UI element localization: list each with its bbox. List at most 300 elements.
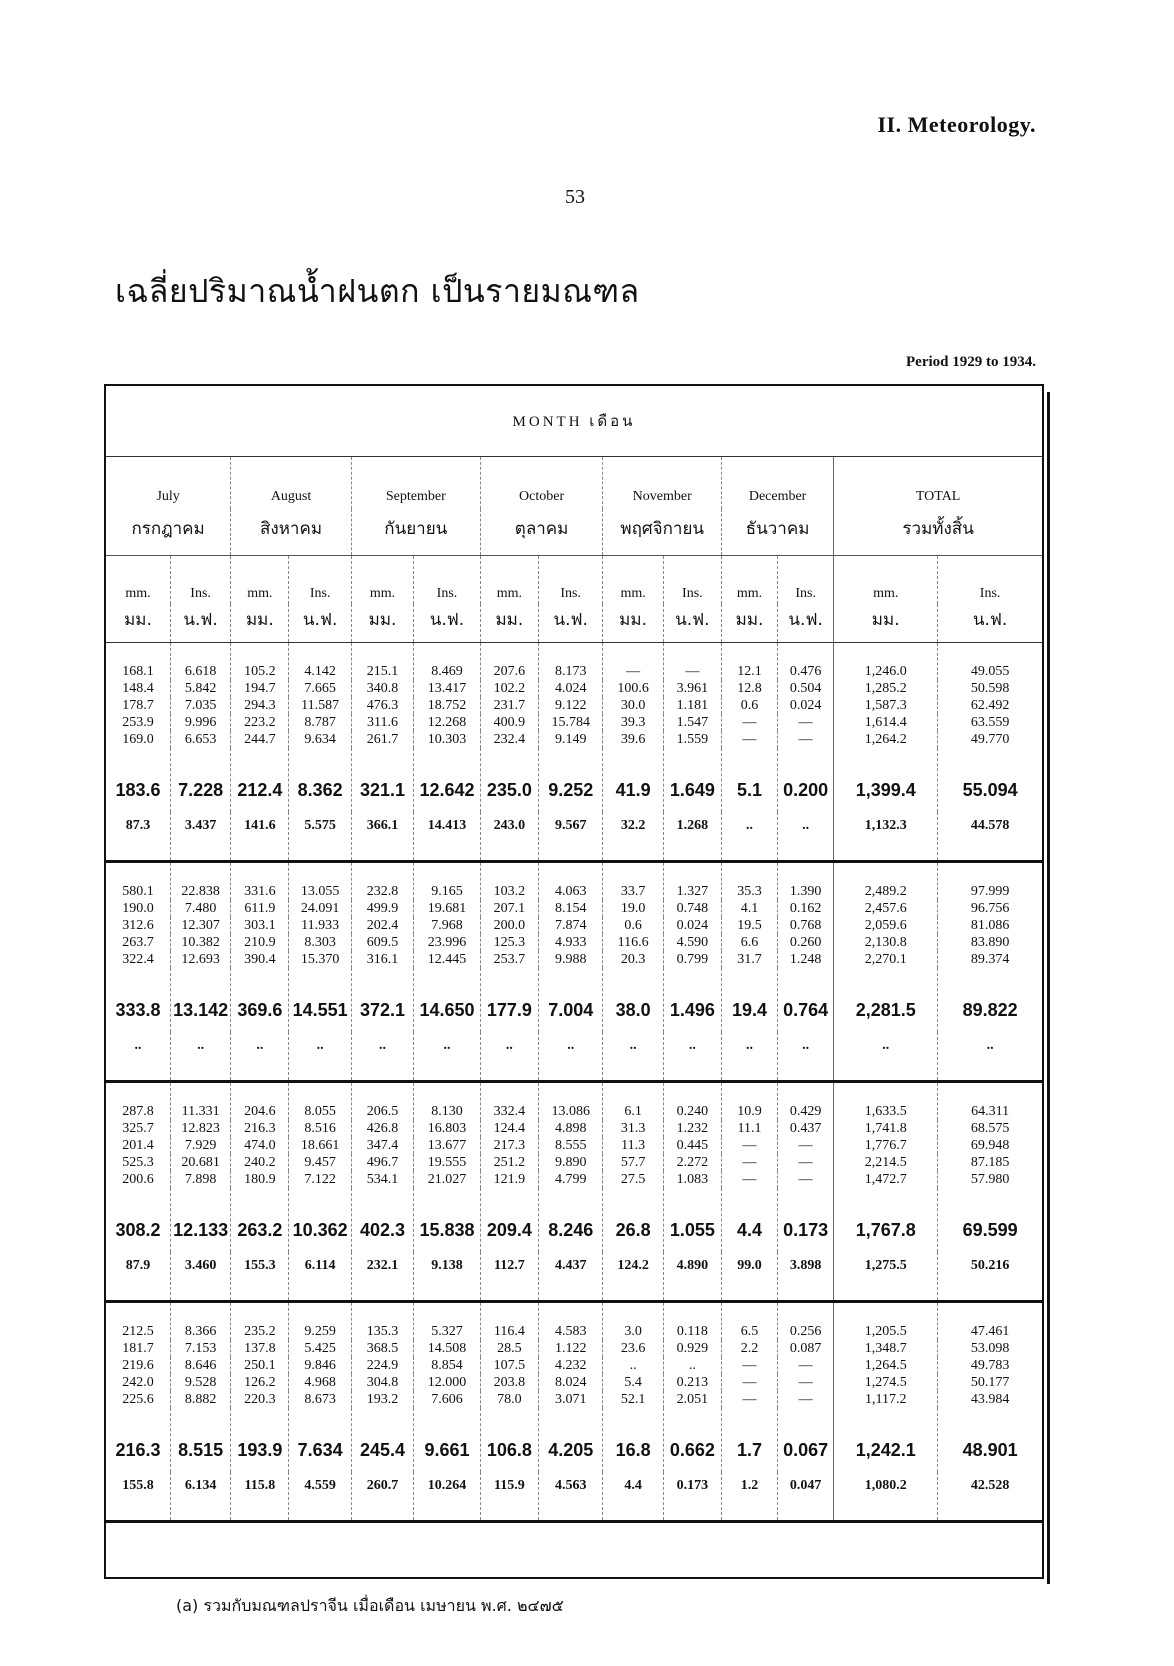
table-cell: 4.933 — [538, 934, 602, 951]
average-cell: 4.4 — [721, 1188, 777, 1252]
average-cell: 7.004 — [538, 968, 602, 1032]
table-cell: 325.7 — [122, 1121, 154, 1136]
comparison-cell: 4.890 — [663, 1252, 721, 1302]
month-name-th: กันยายน — [351, 509, 480, 556]
table-cell: 2,130.8 — [834, 934, 938, 951]
comparison-cell: 0.047 — [778, 1472, 834, 1522]
month-name-th: กรกฎาคม — [106, 509, 231, 556]
table-cell: 49.055 — [938, 643, 1042, 681]
unit-ins: Ins. — [289, 556, 351, 605]
table-cell: 1,117.2 — [834, 1391, 938, 1408]
table-cell: — — [778, 1171, 834, 1188]
table-cell: 5.4 — [603, 1374, 663, 1391]
month-name-en: TOTAL — [834, 457, 1042, 510]
table-cell: 19.5 — [721, 917, 777, 934]
comparison-cell: 4.563 — [538, 1472, 602, 1522]
unit-mm: mm. — [603, 556, 663, 605]
table-cell: 12.307 — [170, 917, 230, 934]
table-cell: 1.559 — [663, 731, 721, 748]
table-cell: 14.508 — [414, 1340, 481, 1357]
table-cell: 8.303 — [289, 934, 351, 951]
average-cell: 7.228 — [170, 748, 230, 812]
table-cell: 57.980 — [938, 1171, 1042, 1188]
comparison-cell: .. — [938, 1032, 1042, 1082]
average-cell: 10.362 — [289, 1188, 351, 1252]
table-cell: — — [603, 643, 663, 681]
rainfall-table — [106, 386, 1042, 1523]
table-cell: 8.854 — [414, 1357, 481, 1374]
comparison-cell: 44.578 — [938, 812, 1042, 862]
average-row — [106, 748, 1042, 812]
comparison-cell: .. — [289, 1032, 351, 1082]
table-cell: 0.445 — [663, 1137, 721, 1154]
table-cell: 0.429 — [778, 1082, 834, 1121]
table-cell: 368.5 — [351, 1340, 413, 1357]
average-cell: 8.515 — [170, 1408, 230, 1472]
table-cell: 476.3 — [351, 697, 413, 714]
average-cell: 38.0 — [603, 968, 663, 1032]
table-cell: 525.3 — [122, 1155, 154, 1170]
table-cell: 400.9 — [480, 714, 538, 731]
table-cell: 609.5 — [351, 934, 413, 951]
rainfall-table-frame — [104, 384, 1044, 1579]
table-cell: 8.673 — [289, 1391, 351, 1408]
comparison-cell: 115.9 — [480, 1472, 538, 1522]
table-cell: — — [721, 731, 777, 748]
average-cell: 0.662 — [663, 1408, 721, 1472]
table-cell: 2,457.6 — [834, 900, 938, 917]
table-cell: 224.9 — [351, 1357, 413, 1374]
table-cell: 8.055 — [289, 1082, 351, 1121]
table-cell: 39.3 — [603, 714, 663, 731]
section-heading: II. Meteorology. — [877, 112, 1036, 137]
table-cell: 1.232 — [663, 1120, 721, 1137]
table-cell: 204.6 — [231, 1082, 289, 1121]
table-cell: 9.165 — [414, 862, 481, 901]
table-cell: 135.3 — [351, 1302, 413, 1341]
table-cell: 2,059.6 — [834, 917, 938, 934]
unit-ins-th: น.ฟ. — [414, 604, 481, 643]
table-cell: 1,205.5 — [834, 1302, 938, 1341]
table-cell: 6.618 — [170, 643, 230, 681]
average-cell: 12.133 — [170, 1188, 230, 1252]
table-cell: 190.0 — [122, 901, 154, 916]
table-cell: 0.504 — [778, 680, 834, 697]
comparison-cell: .. — [778, 812, 834, 862]
table-cell: 0.240 — [663, 1082, 721, 1121]
table-cell: 18.752 — [414, 697, 481, 714]
comparison-cell: .. — [480, 1032, 538, 1082]
table-cell: 0.024 — [778, 697, 834, 714]
table-cell: 0.118 — [663, 1302, 721, 1341]
comparison-cell: 6.134 — [170, 1472, 230, 1522]
table-cell: 347.4 — [351, 1137, 413, 1154]
average-row — [106, 1188, 1042, 1252]
table-cell: 2.2 — [721, 1340, 777, 1357]
table-cell: 201.4 — [122, 1138, 154, 1153]
unit-mm-th: มม. — [231, 604, 289, 643]
footnote: (a) รวมกับมณฑลปราจีน เมื่อเดือน เมษายน พ.ศ. ๒๔๗๕ — [176, 1596, 564, 1615]
table-cell: 50.177 — [938, 1374, 1042, 1391]
comparison-cell: 3.460 — [170, 1252, 230, 1302]
table-cell: 250.1 — [231, 1357, 289, 1374]
table-cell: 33.7 — [603, 862, 663, 901]
table-cell: 2.051 — [663, 1391, 721, 1408]
table-cell: 19.555 — [414, 1154, 481, 1171]
table-cell: 4.799 — [538, 1171, 602, 1188]
table-cell: 64.311 — [938, 1082, 1042, 1121]
table-cell: 287.8 — [122, 1104, 154, 1119]
table-cell: 244.7 — [231, 731, 289, 748]
average-cell: 5.1 — [721, 748, 777, 812]
table-cell: 9.457 — [289, 1154, 351, 1171]
table-cell: 340.8 — [351, 680, 413, 697]
table-cell: — — [721, 714, 777, 731]
unit-mm: mm. — [231, 556, 289, 605]
comparison-cell: 5.575 — [289, 812, 351, 862]
unit-row-en — [106, 556, 1042, 605]
comparison-cell: .. — [834, 1032, 938, 1082]
table-cell: 1.390 — [778, 862, 834, 901]
table-cell: 116.6 — [603, 934, 663, 951]
table-row — [106, 1171, 1042, 1188]
table-cell: 0.748 — [663, 900, 721, 917]
table-cell: 8.173 — [538, 643, 602, 681]
average-row — [106, 1408, 1042, 1472]
table-cell: 611.9 — [231, 900, 289, 917]
table-cell: 3.0 — [603, 1302, 663, 1341]
unit-ins: Ins. — [938, 556, 1042, 605]
average-cell: 1.649 — [663, 748, 721, 812]
table-cell: — — [721, 1137, 777, 1154]
table-cell: 5.842 — [170, 680, 230, 697]
comparison-row — [106, 1472, 1042, 1522]
table-cell: 4.232 — [538, 1357, 602, 1374]
table-cell: 4.968 — [289, 1374, 351, 1391]
table-cell: 8.366 — [170, 1302, 230, 1341]
comparison-cell: 10.264 — [414, 1472, 481, 1522]
table-cell: 47.461 — [938, 1302, 1042, 1341]
table-cell: 23.6 — [603, 1340, 663, 1357]
table-cell: 12.693 — [170, 951, 230, 968]
table-cell: 181.7 — [122, 1341, 154, 1356]
month-name-en: November — [603, 457, 722, 510]
table-cell: 1,274.5 — [834, 1374, 938, 1391]
table-cell: 2.272 — [663, 1154, 721, 1171]
table-cell: 30.0 — [603, 697, 663, 714]
table-cell: 8.882 — [170, 1391, 230, 1408]
table-cell: 62.492 — [938, 697, 1042, 714]
table-cell: 6.6 — [721, 934, 777, 951]
table-cell: 7.122 — [289, 1171, 351, 1188]
average-cell: 209.4 — [480, 1188, 538, 1252]
average-row — [106, 968, 1042, 1032]
table-cell: 10.382 — [170, 934, 230, 951]
table-cell: 1,614.4 — [834, 714, 938, 731]
table-cell: 69.948 — [938, 1137, 1042, 1154]
table-cell: 294.3 — [231, 697, 289, 714]
page-title: เฉลี่ยปริมาณน้ำฝนตก เป็นรายมณฑล — [115, 272, 640, 310]
comparison-row — [106, 1252, 1042, 1302]
comparison-cell: 155.8 — [106, 1472, 170, 1522]
unit-mm-th: มม. — [351, 604, 413, 643]
month-name-en: December — [721, 457, 833, 510]
table-cell: 49.770 — [938, 731, 1042, 748]
table-row — [106, 900, 1042, 917]
month-name-en: July — [156, 489, 180, 504]
table-cell: 21.027 — [414, 1171, 481, 1188]
table-cell: — — [778, 1357, 834, 1374]
table-cell: 52.1 — [603, 1391, 663, 1408]
table-cell: 31.3 — [603, 1120, 663, 1137]
average-cell: 0.764 — [778, 968, 834, 1032]
unit-mm: mm. — [721, 556, 777, 605]
unit-mm-th: มม. — [834, 604, 938, 643]
table-cell: 2,489.2 — [834, 862, 938, 901]
table-cell: 251.2 — [480, 1154, 538, 1171]
table-cell: 225.6 — [122, 1392, 154, 1407]
table-cell: 125.3 — [480, 934, 538, 951]
table-cell: 216.3 — [231, 1120, 289, 1137]
table-cell: 12.268 — [414, 714, 481, 731]
table-cell: 0.162 — [778, 900, 834, 917]
table-cell: 331.6 — [231, 862, 289, 901]
table-cell: 121.9 — [480, 1171, 538, 1188]
table-cell: 8.646 — [170, 1357, 230, 1374]
average-cell: 0.067 — [778, 1408, 834, 1472]
table-cell: 1,776.7 — [834, 1137, 938, 1154]
table-cell: 232.4 — [480, 731, 538, 748]
table-cell: 20.3 — [603, 951, 663, 968]
comparison-cell: 9.567 — [538, 812, 602, 862]
table-cell: 7.606 — [414, 1391, 481, 1408]
table-cell: 0.6 — [603, 917, 663, 934]
average-cell: 8.362 — [289, 748, 351, 812]
table-row — [106, 951, 1042, 968]
comparison-cell: 32.2 — [603, 812, 663, 862]
table-row — [106, 917, 1042, 934]
table-cell: 103.2 — [480, 862, 538, 901]
table-cell: 16.803 — [414, 1120, 481, 1137]
average-cell: 402.3 — [351, 1188, 413, 1252]
table-cell: 1,587.3 — [834, 697, 938, 714]
table-row — [106, 1302, 1042, 1341]
average-cell: 16.8 — [603, 1408, 663, 1472]
table-cell: 68.575 — [938, 1120, 1042, 1137]
table-cell: — — [778, 1137, 834, 1154]
month-name-en: September — [351, 457, 480, 510]
table-cell: 78.0 — [480, 1391, 538, 1408]
comparison-cell: .. — [106, 1032, 170, 1082]
table-cell: — — [778, 1391, 834, 1408]
table-cell: 7.035 — [170, 697, 230, 714]
table-cell: 206.5 — [351, 1082, 413, 1121]
month-name-th: ตุลาคม — [480, 509, 603, 556]
table-cell: 12.823 — [170, 1120, 230, 1137]
table-cell: 210.9 — [231, 934, 289, 951]
comparison-cell: 3.898 — [778, 1252, 834, 1302]
comparison-cell: 260.7 — [351, 1472, 413, 1522]
table-cell: 1,633.5 — [834, 1082, 938, 1121]
average-cell: 369.6 — [231, 968, 289, 1032]
average-cell: 89.822 — [938, 968, 1042, 1032]
average-cell: 15.838 — [414, 1188, 481, 1252]
table-cell: 9.528 — [170, 1374, 230, 1391]
comparison-cell: .. — [721, 812, 777, 862]
table-cell: 8.469 — [414, 643, 481, 681]
average-cell: 19.4 — [721, 968, 777, 1032]
table-cell: 217.3 — [480, 1137, 538, 1154]
unit-ins: Ins. — [663, 556, 721, 605]
average-cell: 0.173 — [778, 1188, 834, 1252]
table-cell: 10.303 — [414, 731, 481, 748]
table-cell: 312.6 — [122, 918, 154, 933]
comparison-cell: 243.0 — [480, 812, 538, 862]
table-cell: 7.968 — [414, 917, 481, 934]
table-cell: 50.598 — [938, 680, 1042, 697]
table-cell: 178.7 — [122, 698, 154, 713]
table-row — [106, 1154, 1042, 1171]
table-cell: 4.590 — [663, 934, 721, 951]
month-name-th: ธันวาคม — [721, 509, 833, 556]
table-cell: 232.8 — [351, 862, 413, 901]
table-cell: 23.996 — [414, 934, 481, 951]
table-cell: 1.083 — [663, 1171, 721, 1188]
table-cell: 7.153 — [170, 1340, 230, 1357]
average-cell: 69.599 — [938, 1188, 1042, 1252]
table-cell: 6.1 — [603, 1082, 663, 1121]
table-cell: 220.3 — [231, 1391, 289, 1408]
table-cell: 1,348.7 — [834, 1340, 938, 1357]
table-cell: 219.6 — [122, 1358, 154, 1373]
table-cell: 7.665 — [289, 680, 351, 697]
unit-mm: mm. — [480, 556, 538, 605]
table-cell: 100.6 — [603, 680, 663, 697]
table-cell: 107.5 — [480, 1357, 538, 1374]
table-cell: 1.181 — [663, 697, 721, 714]
unit-ins: Ins. — [778, 556, 834, 605]
month-name-en: August — [231, 457, 352, 510]
comparison-cell: 6.114 — [289, 1252, 351, 1302]
table-cell: 9.149 — [538, 731, 602, 748]
table-cell: 0.799 — [663, 951, 721, 968]
table-cell: 7.480 — [170, 900, 230, 917]
average-cell: 372.1 — [351, 968, 413, 1032]
comparison-cell: 112.7 — [480, 1252, 538, 1302]
average-cell: 1.7 — [721, 1408, 777, 1472]
table-cell: 2,270.1 — [834, 951, 938, 968]
table-row — [106, 1340, 1042, 1357]
table-cell: 4.898 — [538, 1120, 602, 1137]
comparison-cell: 4.437 — [538, 1252, 602, 1302]
month-header-row — [106, 386, 1042, 457]
table-cell: 15.370 — [289, 951, 351, 968]
unit-mm-th: มม. — [603, 604, 663, 643]
unit-ins-th: น.ฟ. — [663, 604, 721, 643]
table-cell: 10.9 — [721, 1082, 777, 1121]
table-cell: 0.768 — [778, 917, 834, 934]
table-row — [106, 731, 1042, 748]
table-cell: — — [778, 1374, 834, 1391]
unit-mm: mm. — [351, 556, 413, 605]
unit-ins-th: น.ฟ. — [170, 604, 230, 643]
table-row — [106, 862, 1042, 901]
table-cell: 9.259 — [289, 1302, 351, 1341]
table-row — [106, 934, 1042, 951]
table-cell: 215.1 — [351, 643, 413, 681]
comparison-cell: .. — [414, 1032, 481, 1082]
table-row — [106, 680, 1042, 697]
average-cell: 7.634 — [289, 1408, 351, 1472]
table-cell: 27.5 — [603, 1171, 663, 1188]
period-label: Period 1929 to 1934. — [906, 354, 1036, 370]
comparison-cell: 1.268 — [663, 812, 721, 862]
table-cell: 7.898 — [170, 1171, 230, 1188]
comparison-cell: 3.437 — [170, 812, 230, 862]
table-cell: 322.4 — [122, 952, 154, 967]
table-cell: 200.6 — [122, 1172, 154, 1187]
table-cell: 223.2 — [231, 714, 289, 731]
table-cell: 49.783 — [938, 1357, 1042, 1374]
average-cell: 2,281.5 — [834, 968, 938, 1032]
table-cell: 1,472.7 — [834, 1171, 938, 1188]
table-row — [106, 1391, 1042, 1408]
month-name-thai-row — [106, 509, 1042, 556]
average-cell: 193.9 — [231, 1408, 289, 1472]
comparison-cell: 9.138 — [414, 1252, 481, 1302]
average-cell: 12.642 — [414, 748, 481, 812]
average-cell: 14.650 — [414, 968, 481, 1032]
comparison-row — [106, 1032, 1042, 1082]
average-cell: 321.1 — [351, 748, 413, 812]
table-cell: 180.9 — [231, 1171, 289, 1188]
table-cell: 316.1 — [351, 951, 413, 968]
table-cell: 253.7 — [480, 951, 538, 968]
table-cell: 242.0 — [122, 1375, 154, 1390]
table-cell: 83.890 — [938, 934, 1042, 951]
comparison-cell: 115.8 — [231, 1472, 289, 1522]
average-cell: 9.252 — [538, 748, 602, 812]
table-cell: 8.154 — [538, 900, 602, 917]
unit-mm: mm. — [125, 586, 151, 601]
table-cell: 499.9 — [351, 900, 413, 917]
table-cell: 311.6 — [351, 714, 413, 731]
comparison-cell: .. — [231, 1032, 289, 1082]
comparison-cell: 87.3 — [106, 812, 170, 862]
table-cell: .. — [603, 1357, 663, 1374]
table-cell: 57.7 — [603, 1154, 663, 1171]
table-cell: 200.0 — [480, 917, 538, 934]
table-cell: 3.961 — [663, 680, 721, 697]
table-row — [106, 1374, 1042, 1391]
table-cell: 580.1 — [122, 884, 154, 899]
table-cell: 19.681 — [414, 900, 481, 917]
comparison-cell: 99.0 — [721, 1252, 777, 1302]
table-cell: 235.2 — [231, 1302, 289, 1341]
table-cell: 7.874 — [538, 917, 602, 934]
table-cell: 8.516 — [289, 1120, 351, 1137]
table-cell: 0.087 — [778, 1340, 834, 1357]
unit-ins-th: น.ฟ. — [289, 604, 351, 643]
month-name-th: รวมทั้งสิ้น — [834, 509, 1042, 556]
comparison-cell: 141.6 — [231, 812, 289, 862]
average-cell: 308.2 — [115, 1219, 161, 1240]
comparison-cell: 14.413 — [414, 812, 481, 862]
comparison-cell: .. — [603, 1032, 663, 1082]
table-cell: 148.4 — [122, 681, 154, 696]
unit-mm-th: มม. — [721, 604, 777, 643]
average-cell: 183.6 — [115, 779, 161, 800]
